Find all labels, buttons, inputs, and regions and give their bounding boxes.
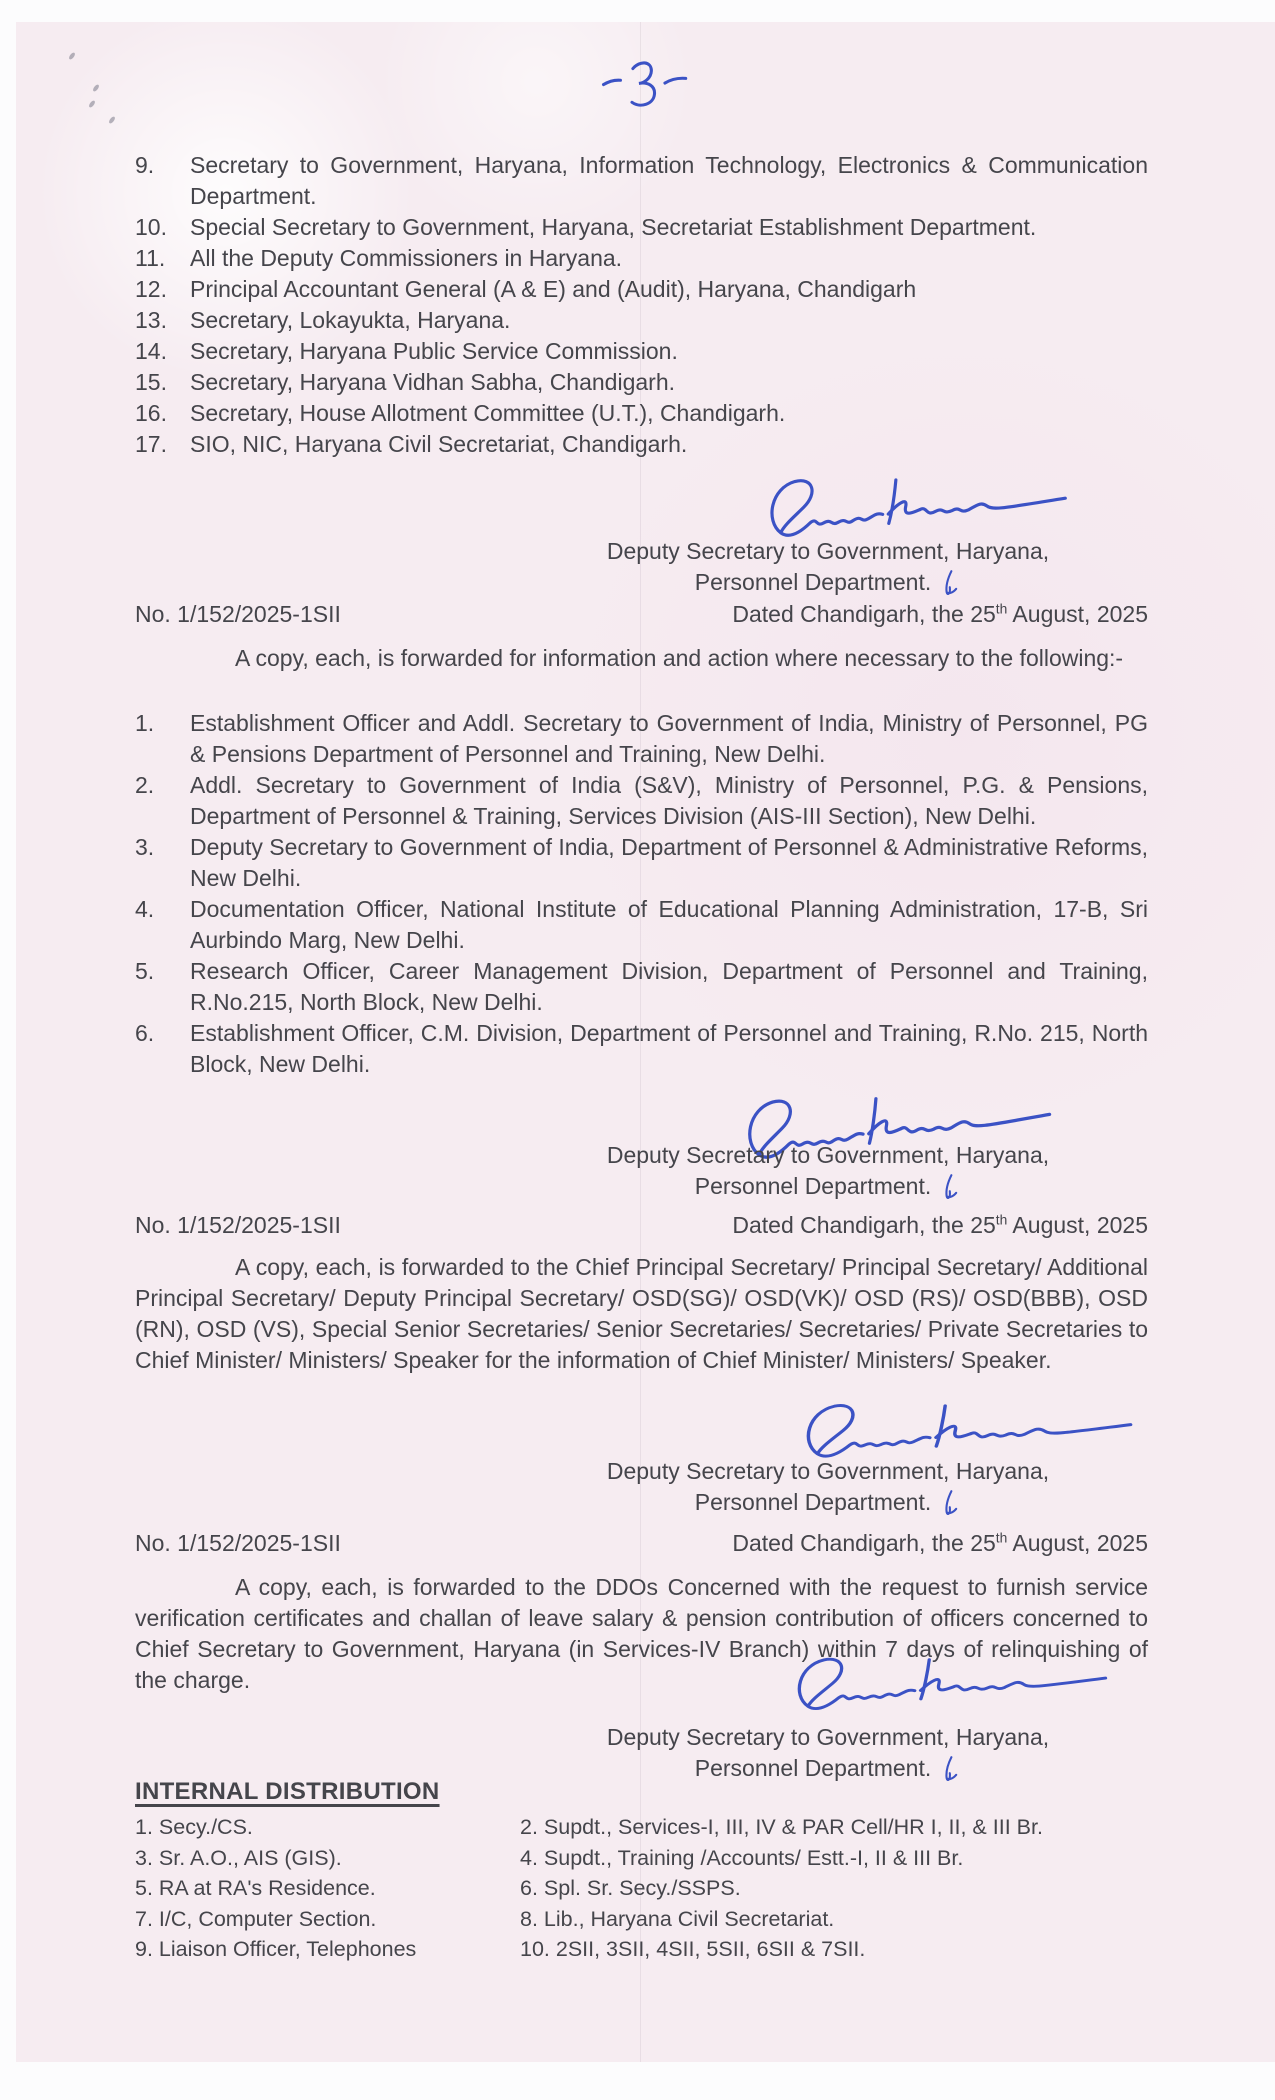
item-text: Addl. Secretary to Government of India (S&V), Ministry of Personnel, P.G. & Pensions, Department of Personnel & Training, Services Division (AIS-III Section), New Delhi. [190,772,1148,829]
item-text: SIO, NIC, Haryana Civil Secretariat, Chandigarh. [190,431,688,457]
distribution-cell: 4. Supdt., Training /Accounts/ Estt.-I, II & III Br. [520,1845,964,1870]
signoff-line1: Deputy Secretary to Government, Haryana, [606,1142,1050,1168]
item-text: Secretary, Haryana Public Service Commission. [190,338,678,364]
item-number: 1. [135,710,155,736]
distribution-cell: 9. Liaison Officer, Telephones [135,1937,417,1961]
reference-date: Dated Chandigarh, the 25th August, 2025 [732,1212,1148,1238]
reference-line [135,1210,1148,1241]
distribution-cell: 10. 2SII, 3SII, 4SII, 5SII, 6SII & 7SII. [520,1937,866,1961]
distribution-cell: 5. RA at RA's Residence. [135,1876,376,1900]
handwritten-initial-icon [937,1172,961,1212]
signoff-line2: Personnel Department. [508,1171,1148,1212]
forward-ddo-paragraph: A copy, each, is forwarded to the DDOs Concerned with the request to furnish service verification certificates and challan of leave salary & pension contribution of officers concerned to Chief Secretary to Government, Haryana (in Services-IV Branch) within 7 days of relinquishing of the charge. [135,1574,1148,1693]
distribution-cell: 7. I/C, Computer Section. [135,1906,377,1931]
item-number: 12. [135,276,167,302]
signoff-line2: Personnel Department. [508,567,1148,608]
item-number: 17. [135,431,167,457]
item-number: 10. [135,214,167,240]
item-number: 5. [135,958,155,984]
list-item [135,305,1148,336]
item-text: Secretary, House Allotment Committee (U.T.), Chandigarh. [190,400,786,426]
list-item [135,956,1148,1018]
reference-line [135,599,1148,630]
item-text: Secretary, Haryana Vidhan Sabha, Chandigarh. [190,369,676,395]
item-number: 2. [135,772,155,798]
signoff-line1: Deputy Secretary to Government, Haryana, [606,1724,1050,1750]
forward-list [135,708,1148,1080]
signoff-line1: Deputy Secretary to Government, Haryana, [606,1458,1050,1484]
distribution-cell: 3. Sr. A.O., AIS (GIS). [135,1845,342,1870]
reference-number: No. 1/152/2025-1SII [135,1212,341,1238]
list-item [135,150,1148,212]
signoff-block [508,1456,1148,1528]
signoff-line2: Personnel Department. [508,1487,1148,1528]
reference-line [135,1528,1148,1559]
item-text: Special Secretary to Government, Haryana, Secretariat Establishment Department. [190,214,1037,240]
item-text: All the Deputy Commissioners in Haryana. [190,245,623,271]
item-number: 14. [135,338,167,364]
item-text: Establishment Officer, C.M. Division, Department of Personnel and Training, R.No. 215, North Block, New Delhi. [190,1020,1148,1077]
item-number: 16. [135,400,167,426]
list-item [135,367,1148,398]
item-text: Documentation Officer, National Institute of Educational Planning Administration, 17-B, Sri Aurbindo Marg, New Delhi. [190,896,1148,953]
list-item [135,708,1148,770]
distribution-cell: 8. Lib., Haryana Civil Secretariat. [520,1906,835,1931]
item-number: 4. [135,896,155,922]
distribution-cell: 2. Supdt., Services-I, III, IV & PAR Cell/HR I, II, & III Br. [520,1815,1043,1839]
signoff-block [508,1722,1148,1794]
internal-distribution-table [135,1812,1165,1965]
list-item [135,1018,1148,1080]
list-item [135,336,1148,367]
handwritten-initial-icon [937,1488,961,1528]
list-item [135,832,1148,894]
handwritten-initial-icon [937,1754,961,1794]
list-item [135,894,1148,956]
list-item [135,212,1148,243]
list-item [135,398,1148,429]
signoff-line1: Deputy Secretary to Government, Haryana, [606,538,1050,564]
list-item [135,770,1148,832]
distribution-cell: 1. Secy./CS. [135,1815,253,1839]
item-number: 11. [135,245,166,271]
item-number: 13. [135,307,167,333]
signoff-block [508,536,1148,608]
list-item [135,429,1148,460]
reference-date: Dated Chandigarh, the 25th August, 2025 [732,601,1148,627]
item-number: 15. [135,369,167,395]
item-text: Deputy Secretary to Government of India, Department of Personnel & Administrative Reforms, New Delhi. [190,834,1148,891]
item-text: Principal Accountant General (A & E) and (Audit), Haryana, Chandigarh [190,276,917,302]
recipients-list-continued [135,150,1148,460]
item-number: 3. [135,834,155,860]
reference-date: Dated Chandigarh, the 25th August, 2025 [732,1530,1148,1556]
signoff-line2: Personnel Department. [508,1753,1148,1794]
forward-cm-paragraph: A copy, each, is forwarded to the Chief Principal Secretary/ Principal Secretary/ Additional Principal Secretary/ Deputy Principal Secretary/ OSD(SG)/ OSD(VK)/ OSD (RS)/ OSD(BBB), OSD (RN), OSD (VS), Special Senior Secretaries/ Senior Secretaries/ Secretaries/ Private Secretaries to Chief Minister/ Ministers/ Speaker for the information of Chief Minister/ Ministers/ Speaker. [135,1254,1148,1373]
distribution-cell: 6. Spl. Sr. Secy./SSPS. [520,1876,741,1900]
item-number: 9. [135,152,155,178]
internal-distribution-heading: INTERNAL DISTRIBUTION [135,1778,440,1805]
signoff-block [508,1140,1148,1212]
item-text: Establishment Officer and Addl. Secretary to Government of India, Ministry of Personnel, PG & Pensions Department of Personnel and Training, New Delhi. [190,710,1148,767]
reference-number: No. 1/152/2025-1SII [135,1530,341,1556]
list-item [135,243,1148,274]
item-text: Research Officer, Career Management Division, Department of Personnel and Training, R.No.215, North Block, New Delhi. [190,958,1148,1015]
handwritten-page-number [596,52,693,119]
handwritten-signature [759,1639,1141,1730]
list-item [135,274,1148,305]
item-text: Secretary, Lokayukta, Haryana. [190,307,511,333]
reference-number: No. 1/152/2025-1SII [135,601,341,627]
item-number: 6. [135,1020,155,1046]
item-text: Secretary to Government, Haryana, Information Technology, Electronics & Communication Department. [190,152,1148,209]
forward-info-paragraph: A copy, each, is forwarded for information and action where necessary to the following:- [235,645,1124,671]
